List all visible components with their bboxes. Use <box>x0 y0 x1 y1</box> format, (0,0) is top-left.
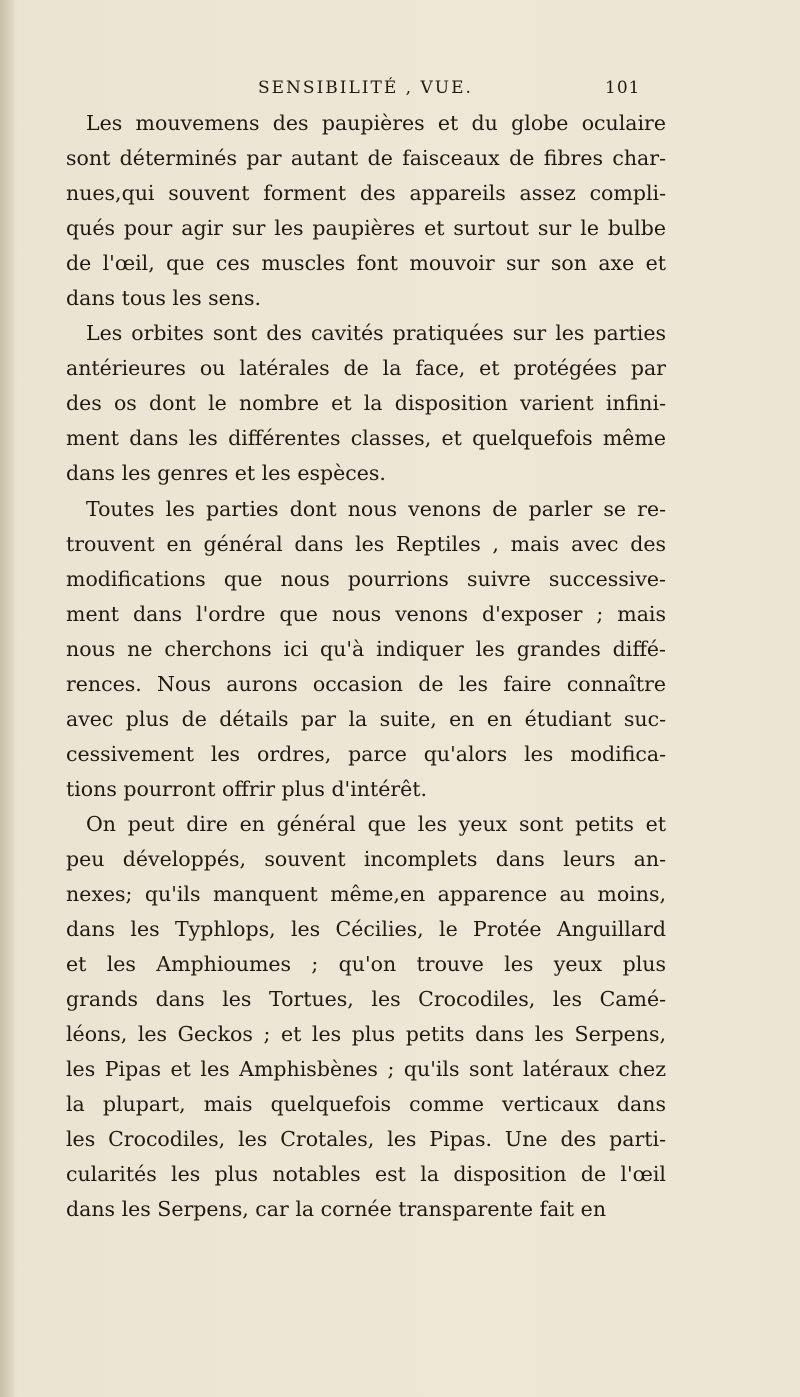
text-line: léons, les Geckos ; et les plus petits dans les Serpens, <box>66 1022 666 1047</box>
page-number: 101 <box>605 78 641 98</box>
text-line: et les Amphioumes ; qu'on trouve les yeux plus <box>66 952 666 977</box>
text-line: sont déterminés par autant de faisceaux de fibres char- <box>66 146 666 171</box>
text-line: de l'œil, que ces muscles font mouvoir sur son axe et <box>66 251 666 276</box>
text-line: nous ne cherchons ici qu'à indiquer les grandes diffé- <box>66 636 666 661</box>
text-line: grands dans les Tortues, les Crocodiles, les Camé- <box>66 987 666 1012</box>
text-line: des os dont le nombre et la disposition varient infini- <box>66 391 666 416</box>
text-line: Les mouvemens des paupières et du globe oculaire <box>86 111 666 135</box>
text-line: Les orbites sont des cavités pratiquées sur les parties <box>86 321 666 346</box>
text-line: cularités les plus notables est la disposition de l'œil <box>66 1162 666 1187</box>
text-line: les Pipas et les Amphisbènes ; qu'ils sont latéraux chez <box>66 1057 666 1082</box>
page-gutter-shadow <box>0 0 14 1397</box>
text-line: nues,qui souvent forment des appareils assez compli- <box>66 181 666 206</box>
text-line: tions pourront offrir plus d'intérêt. <box>66 776 428 801</box>
running-head: SENSIBILITÉ , VUE. <box>258 78 473 98</box>
text-line: les Crocodiles, les Crotales, les Pipas. Une des parti- <box>66 1127 666 1152</box>
text-line: peu développés, souvent incomplets dans leurs an- <box>66 846 666 871</box>
text-line: dans tous les sens. <box>66 286 262 311</box>
text-line: On peut dire en général que les yeux sont petits et <box>86 811 666 836</box>
paragraph <box>66 492 666 807</box>
text-line: la plupart, mais quelquefois comme verticaux dans <box>66 1092 666 1117</box>
paragraph <box>66 807 666 1228</box>
page-header <box>0 78 800 102</box>
text-line: modifications que nous pourrions suivre successive- <box>66 566 666 591</box>
paragraph <box>66 106 666 316</box>
text-line: qués pour agir sur les paupières et surtout sur le bulbe <box>66 216 666 241</box>
body-text <box>66 106 666 1228</box>
text-line: cessivement les ordres, parce qu'alors les modifica- <box>66 741 666 766</box>
text-line: trouvent en général dans les Reptiles , mais avec des <box>66 531 666 556</box>
text-line: Toutes les parties dont nous venons de parler se re- <box>86 496 666 521</box>
text-line: ment dans l'ordre que nous venons d'exposer ; mais <box>66 601 666 626</box>
paragraph <box>66 316 666 491</box>
text-line: dans les Typhlops, les Cécilies, le Protée Anguillard <box>66 917 666 942</box>
text-line: rences. Nous aurons occasion de les faire connaître <box>66 671 666 696</box>
text-line: nexes; qu'ils manquent même,en apparence au moins, <box>66 882 666 907</box>
text-line: ment dans les différentes classes, et quelquefois même <box>66 426 666 451</box>
text-line: dans les genres et les espèces. <box>66 461 386 486</box>
text-line: dans les Serpens, car la cornée transparente fait en <box>66 1197 607 1222</box>
text-line: antérieures ou latérales de la face, et protégées par <box>66 356 666 381</box>
text-line: avec plus de détails par la suite, en en étudiant suc- <box>66 706 666 731</box>
